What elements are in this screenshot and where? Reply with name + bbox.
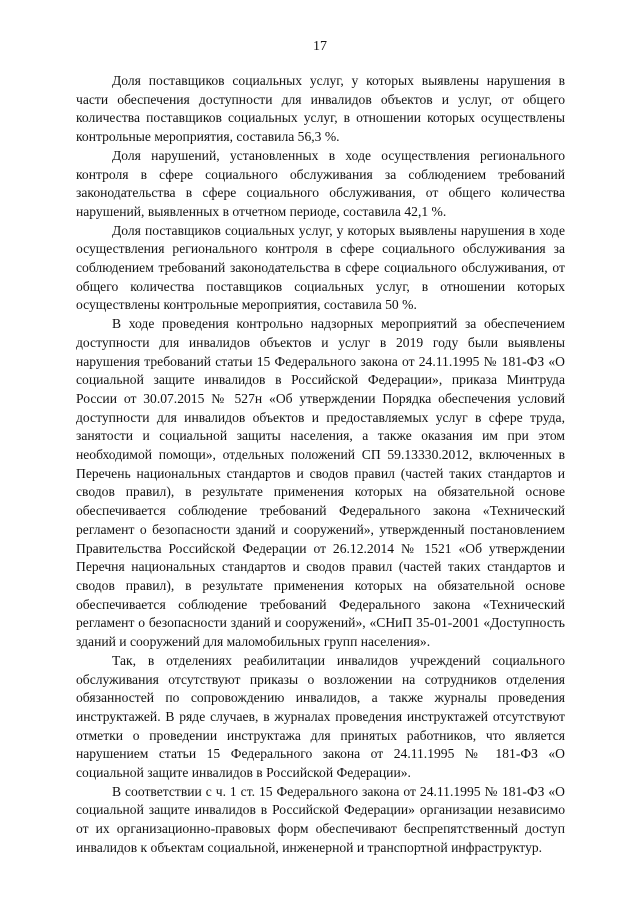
paragraph: Так, в отделениях реабилитации инвалидов учреждений социального обслуживания отсутствуют приказы о возложении на сотрудников отделения обязанностей по сопровождению инвалидов, а также журналы проведения инструктажей. В ряде случаев, в журналах проведения инструктажей отсутствуют отметки о проведении инструктажа для принятых работников, что является нарушением статьи 15 Федерального закона от 24.11.1995 № 181-ФЗ «О социальной защите инвалидов в Российской Федерации». xyxy=(76,652,565,781)
paragraph: Доля поставщиков социальных услуг, у которых выявлены нарушения в части обеспечения доступности для инвалидов объектов и услуг, от общего количества поставщиков социальных услуг, в отношении которых осуществлены контрольные мероприятия, составила 56,3 %. xyxy=(76,73,565,145)
paragraph: Доля поставщиков социальных услуг, у которых выявлены нарушения в ходе осуществления регионального контроля в сфере социального обслуживания за соблюдением требований законодательства в сфере социального обслуживания, от общего количества поставщиков социальных услуг, в отношении которых осуществлены контрольные мероприятия, составила 50 %. xyxy=(76,222,565,313)
document-body xyxy=(76,72,565,858)
page-number: 17 xyxy=(313,39,327,54)
paragraph: В соответствии с ч. 1 ст. 15 Федерального закона от 24.11.1995 № 181-ФЗ «О социальной защите инвалидов в Российской Федерации» организации независимо от их организационно-правовых форм обеспечивают беспрепятственный доступ инвалидов к объектам социальной, инженерной и транспортной инфраструктур. xyxy=(76,783,565,855)
paragraph: В ходе проведения контрольно надзорных мероприятий за обеспечением доступности для инвалидов объектов и услуг в 2019 году были выявлены нарушения требований статьи 15 Федерального закона от 24.11.1995 № 181-ФЗ «О социальной защите инвалидов в Российской Федерации», приказа Минтруда России от 30.07.2015 № 527н «Об утверждении Порядка обеспечения условий доступности для инвалидов объектов и предоставляемых услуг в сфере труда, занятости и социальной защиты населения, а также оказания им при этом необходимой помощи», отдельных положений СП 59.13330.2012, включенных в Перечень национальных стандартов и сводов правил (частей таких стандартов и сводов правил), в результате применения которых на обязательной основе обеспечивается соблюдение требований Федерального закона «Технический регламент о безопасности зданий и сооружений», утвержденный постановлением Правительства Российской Федерации от 26.12.2014 № 1521 «Об утверждении Перечня национальных стандартов и сводов правил (частей таких стандартов и сводов правил), в результате применения которых на обязательной основе обеспечивается соблюдение требований Федерального закона «Технический регламент о безопасности зданий и сооружений», «СНиП 35-01-2001 «Доступность зданий и сооружений для маломобильных групп населения». xyxy=(76,316,565,650)
paragraph: Доля нарушений, установленных в ходе осуществления регионального контроля в сфере социального обслуживания за соблюдением требований законодательства в сфере социального обслуживания, от общего количества нарушений, выявленных в отчетном периоде, составила 42,1 %. xyxy=(76,147,565,219)
